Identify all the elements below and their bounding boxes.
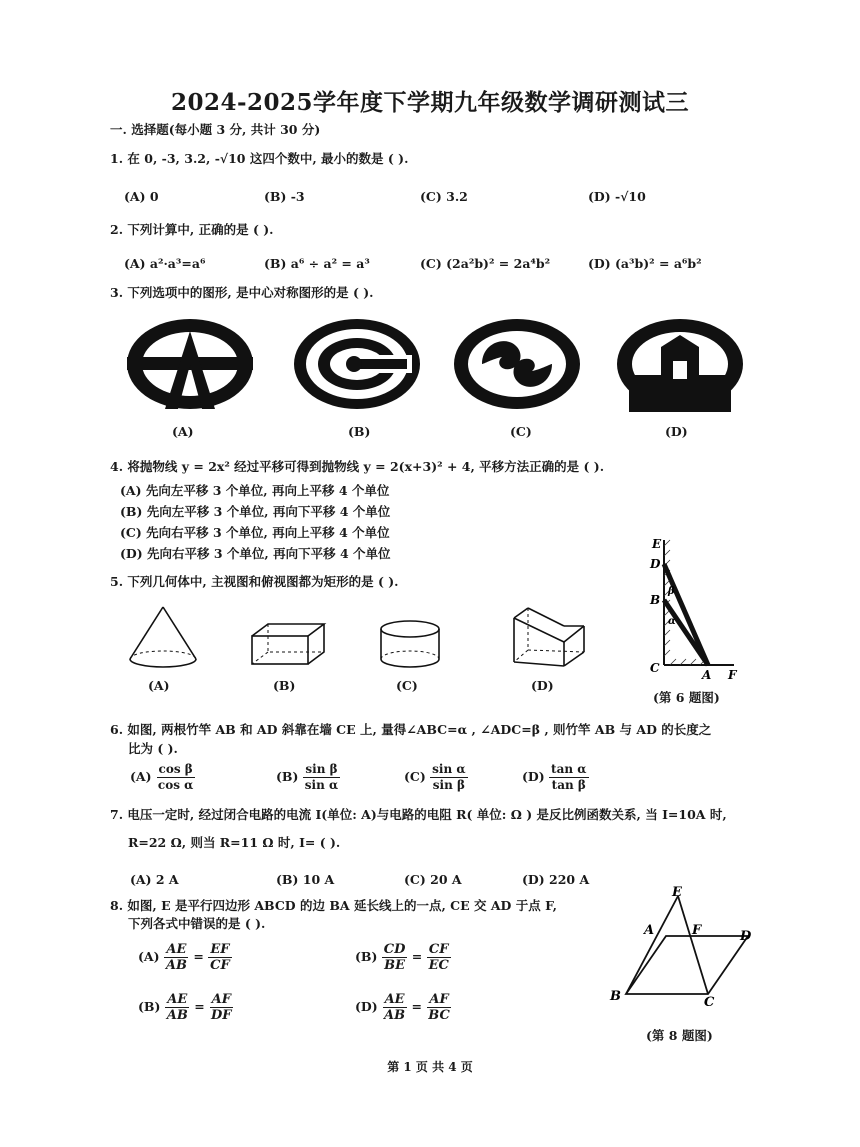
- q2-option-a: (A) a²·a³=a⁶: [124, 256, 206, 271]
- q5-label-d: (D): [531, 678, 554, 693]
- q7-option-d: (D) 220 A: [522, 872, 590, 887]
- q3-label-a: (A): [172, 424, 194, 439]
- q8-b-right-den: EC: [428, 958, 449, 973]
- fig6-label-alpha: α: [668, 616, 676, 627]
- q5-figure-prism: [508, 604, 590, 670]
- q7-option-a: (A) 2 A: [130, 872, 179, 887]
- q8-b-left-num: CD: [383, 942, 406, 957]
- q5-stem: 5. 下列几何体中, 主视图和俯视图都为矩形的是 ( ).: [110, 574, 399, 589]
- q6-option-d: [522, 762, 589, 793]
- q6-option-a: [130, 762, 195, 793]
- q8-option-c: (B) $\frac{AE}{AB}$ = $\frac{AF}{DF}$: [138, 992, 232, 1023]
- fig8-label-b: B: [610, 989, 621, 1004]
- q8-a-right-fraction: [208, 942, 232, 973]
- q8-a-left-den: AB: [165, 958, 187, 973]
- q6-d-denominator: tan β: [551, 778, 586, 792]
- q2-option-d: (D) (a³b)² = a⁶b²: [588, 256, 702, 271]
- fig6-label-beta: β: [668, 586, 675, 597]
- q6-stem-line2: 比为 ( ).: [128, 741, 178, 756]
- fig8-caption: (第 8 题图): [646, 1028, 713, 1043]
- q6-option-a-label: (A): [130, 769, 152, 784]
- q6-c-denominator: sin β: [432, 778, 465, 792]
- q4-stem: 4. 将抛物线 y = 2x² 经过平移可得到抛物线 y = 2(x+3)² + 4, 平移方法正确的是 ( ).: [110, 459, 605, 474]
- q1-stem: 1. 在 0, -3, 3.2, -√10 这四个数中, 最小的数是 ( ).: [110, 151, 409, 166]
- q8-a-left-fraction: [164, 942, 189, 973]
- q3-figure-c: [452, 317, 582, 412]
- fig8-label-a: A: [644, 923, 655, 938]
- q3-label-b: (B): [348, 424, 371, 439]
- fig8-label-c: C: [704, 995, 715, 1008]
- fig8-label-e: E: [672, 885, 682, 900]
- q6-a-numerator: cos β: [158, 762, 193, 776]
- q5-label-a: (A): [148, 678, 170, 693]
- q8-stem-line1: 8. 如图, E 是平行四边形 ABCD 的边 BA 延长线上的一点, CE 交 AD 于点 F,: [110, 898, 558, 913]
- q8-d-right-fraction: [426, 992, 452, 1023]
- q3-figure-b: [292, 317, 422, 412]
- page-footer: 第 1 页 共 4 页: [387, 1060, 473, 1074]
- q6-option-a-fraction: [156, 762, 195, 793]
- q8-b-right-fraction: [427, 942, 451, 973]
- q4-option-d: (D) 先向右平移 3 个单位, 再向下平移 4 个单位: [120, 546, 391, 561]
- q8-d-left-num: AE: [384, 992, 405, 1007]
- q4-option-c: (C) 先向右平移 3 个单位, 再向上平移 4 个单位: [120, 525, 390, 540]
- fig6-label-a: A: [702, 668, 712, 680]
- q8-c-left-den: AB: [166, 1008, 188, 1023]
- q6-option-d-label: (D): [522, 769, 545, 784]
- q2-stem: 2. 下列计算中, 正确的是 ( ).: [110, 222, 274, 237]
- q6-c-numerator: sin α: [432, 762, 466, 776]
- q8-option-c-label: (B): [138, 999, 161, 1014]
- q6-option-b-label: (B): [276, 769, 299, 784]
- q1-option-a: (A) 0: [124, 189, 159, 204]
- q1-option-b: (B) -3: [264, 189, 305, 204]
- section-heading: 一. 选择题(每小题 3 分, 共计 30 分): [110, 122, 321, 137]
- q6-stem-line1: 6. 如图, 两根竹竿 AB 和 AD 斜靠在墙 CE 上, 量得∠ABC=α , ∠ADC=β , 则竹竿 AB 与 AD 的长度之: [110, 722, 712, 737]
- q8-d-left-den: AB: [384, 1008, 406, 1023]
- q1-option-d: (D) -√10: [588, 189, 646, 204]
- q8-c-right-num: AF: [211, 992, 231, 1007]
- q8-b-left-fraction: [382, 942, 408, 973]
- q2-option-c: (C) (2a²b)² = 2a⁴b²: [420, 256, 551, 271]
- fig6-label-d: D: [650, 557, 661, 571]
- q5-figure-cylinder: [376, 617, 444, 673]
- fig8-label-f: F: [692, 923, 702, 938]
- page-title: 2024-2025学年度下学期九年级数学调研测试三: [170, 89, 690, 116]
- q8-c-right-fraction: [209, 992, 234, 1023]
- q5-figure-cone: [124, 603, 202, 671]
- fig6-caption: (第 6 题图): [653, 690, 720, 705]
- q8-d-right-den: BC: [428, 1008, 450, 1023]
- q3-figure-d: [615, 317, 745, 412]
- q8-option-b: (B) $\frac{CD}{BE}$ = $\frac{CF}{EC}$: [355, 942, 449, 973]
- q7-stem-line2: R=22 Ω, 则当 R=11 Ω 时, I= ( ).: [128, 835, 341, 850]
- figure-6: [636, 532, 746, 680]
- fig6-label-e: E: [652, 537, 662, 551]
- q6-a-denominator: cos α: [157, 778, 194, 792]
- q6-option-b: [276, 762, 340, 793]
- q6-b-numerator: sin β: [305, 762, 338, 776]
- fig8-label-d: D: [740, 929, 752, 944]
- q8-a-left-num: AE: [166, 942, 187, 957]
- q6-option-d-fraction: [549, 762, 588, 793]
- q3-label-c: (C): [510, 424, 532, 439]
- q6-b-denominator: sin α: [304, 778, 339, 792]
- q6-d-numerator: tan α: [551, 762, 587, 776]
- q6-option-b-fraction: [303, 762, 340, 793]
- q6-option-c-label: (C): [404, 769, 426, 784]
- q2-option-b: (B) a⁶ ÷ a² = a³: [264, 256, 370, 271]
- q6-option-c: [404, 762, 468, 793]
- q8-option-d-label: (D): [355, 999, 378, 1014]
- q1-option-c: (C) 3.2: [420, 189, 468, 204]
- q4-option-b: (B) 先向左平移 3 个单位, 再向下平移 4 个单位: [120, 504, 391, 519]
- q8-b-right-num: CF: [428, 942, 449, 957]
- q7-option-b: (B) 10 A: [276, 872, 335, 887]
- q7-option-c: (C) 20 A: [404, 872, 462, 887]
- q8-a-right-den: CF: [210, 958, 230, 973]
- q3-figure-a: [125, 317, 255, 412]
- q8-a-right-num: EF: [210, 942, 230, 957]
- q8-d-left-fraction: [382, 992, 407, 1023]
- q8-c-right-den: DF: [211, 1008, 232, 1023]
- q8-option-a-label: (A): [138, 949, 160, 964]
- q8-option-b-label: (B): [355, 949, 378, 964]
- q8-option-a: (A) $\frac{AE}{AB}$ = $\frac{EF}{CF}$: [138, 942, 230, 973]
- q4-option-a: (A) 先向左平移 3 个单位, 再向上平移 4 个单位: [120, 483, 390, 498]
- fig6-label-c: C: [650, 661, 660, 675]
- fig6-label-b: B: [650, 593, 661, 607]
- q8-c-left-num: AE: [167, 992, 188, 1007]
- q5-label-c: (C): [396, 678, 418, 693]
- q8-c-left-fraction: [165, 992, 190, 1023]
- q8-b-left-den: BE: [384, 958, 406, 973]
- q8-option-d: (D) $\frac{AE}{AB}$ = $\frac{AF}{BC}$: [355, 992, 450, 1023]
- q5-figure-cuboid: [246, 620, 330, 668]
- q6-option-c-fraction: [430, 762, 467, 793]
- q7-stem-line1: 7. 电压一定时, 经过闭合电路的电流 I(单位: A)与电路的电阻 R( 单位: Ω ) 是反比例函数关系, 当 I=10A 时,: [110, 807, 727, 822]
- q8-stem-line2: 下列各式中错误的是 ( ).: [128, 916, 266, 931]
- fig6-label-f: F: [728, 668, 737, 680]
- figure-8: [606, 884, 766, 1008]
- q8-d-right-num: AF: [429, 992, 449, 1007]
- q3-stem: 3. 下列选项中的图形, 是中心对称图形的是 ( ).: [110, 285, 374, 300]
- q3-label-d: (D): [665, 424, 688, 439]
- q5-label-b: (B): [273, 678, 296, 693]
